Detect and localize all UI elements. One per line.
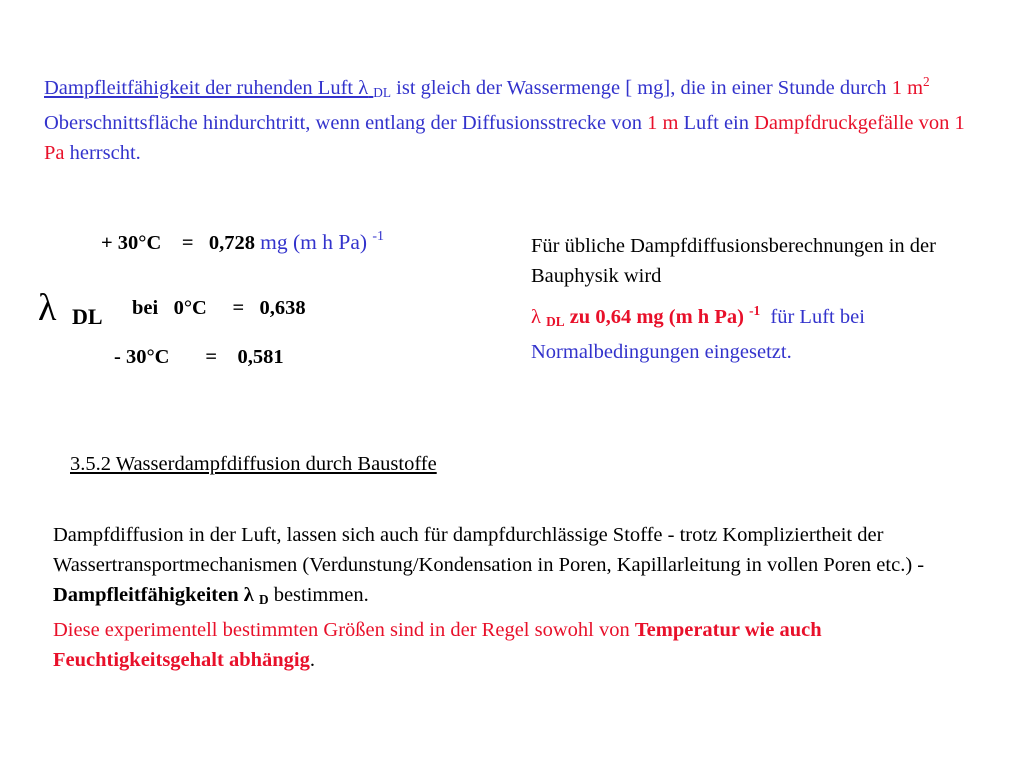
row1-unit-text: mg (m h Pa) — [260, 230, 368, 254]
note-lambda-symbol: λ — [531, 306, 541, 328]
row3-value: 0,581 — [237, 346, 284, 368]
row2-value: 0,638 — [259, 297, 306, 319]
row1-temp: + 30°C — [101, 232, 162, 254]
row2-eq: = — [232, 297, 245, 319]
section-heading: 3.5.2 Wasserdampfdiffusion durch Baustoffe — [70, 453, 437, 475]
definition-text-3: Luft ein — [678, 112, 755, 134]
value-row-minus30 — [114, 346, 284, 369]
lambda-subscript: DL — [72, 304, 103, 329]
note-value-text: zu 0,64 mg (m h Pa) — [569, 306, 744, 328]
body-bold-term-text: Dampfleitfähigkeiten λ — [53, 584, 254, 606]
row1-value: 0,728 — [208, 232, 255, 254]
row1-unit-superscript: -1 — [372, 229, 385, 244]
row3-temp: - 30°C — [114, 346, 170, 368]
length-value: 1 m — [647, 112, 679, 134]
note-line-3: für Luft bei Normalbedingungen eingesetzt. — [531, 306, 865, 363]
value-row-0 — [132, 297, 306, 320]
body-end-period: . — [309, 649, 315, 671]
row2-temp: 0°C — [173, 297, 207, 319]
lambda-symbol: λ — [38, 287, 57, 329]
definition-term-text: Dampfleitfähigkeit der ruhenden Luft λ — [44, 77, 369, 99]
body-paragraph — [53, 520, 933, 675]
gradient-phrase: Dampfdruckgefälle von 1 Pa — [44, 112, 965, 164]
body-bold-subscript: D — [258, 592, 269, 607]
note-lambda — [531, 303, 761, 329]
note-line-1: Für übliche Dampfdiffusionsberechnungen in der Bauphysik wird — [531, 235, 936, 287]
body-text-1: Dampfdiffusion in der Luft, lassen sich auch für dampfdurchlässige Stoffe - trotz Kompliziertheit der Wassertransportmechanismen (Verdunstung/Kondensation in Poren, Kapillarleitung in vollen Poren etc.) - — [53, 524, 925, 576]
value-row-plus30 — [101, 229, 384, 255]
row1-unit — [260, 230, 384, 254]
definition-term-subscript: DL — [373, 85, 392, 100]
definition-paragraph — [44, 67, 984, 168]
body-bold-term — [53, 584, 269, 606]
definition-text-1: ist gleich der Wassermenge [ mg], die in einer Stunde durch — [391, 77, 892, 99]
body-red-text: Diese experimentell bestimmten Größen sind in der Regel sowohl von — [53, 619, 635, 641]
definition-text-2: Oberschnittsfläche hindurchtritt, wenn entlang der Diffusionsstrecke von — [44, 112, 648, 134]
body-text-2: bestimmen. — [268, 584, 369, 606]
row2-prefix: bei — [132, 297, 159, 319]
area-superscript: 2 — [923, 74, 930, 89]
definition-text-4: herrscht. — [64, 142, 141, 164]
area-value — [891, 74, 930, 99]
note-value-line — [531, 296, 1011, 367]
row3-eq: = — [205, 346, 218, 368]
usual-value-note — [531, 231, 1011, 367]
note-lambda-subscript: DL — [546, 314, 565, 329]
area-value-text: 1 m — [891, 77, 924, 99]
note-value-superscript: -1 — [749, 303, 761, 318]
row1-eq: = — [181, 232, 194, 254]
definition-term — [44, 77, 391, 99]
body-red-bold: Temperatur wie auch Feuchtigkeitsgehalt abhängig — [53, 619, 822, 671]
